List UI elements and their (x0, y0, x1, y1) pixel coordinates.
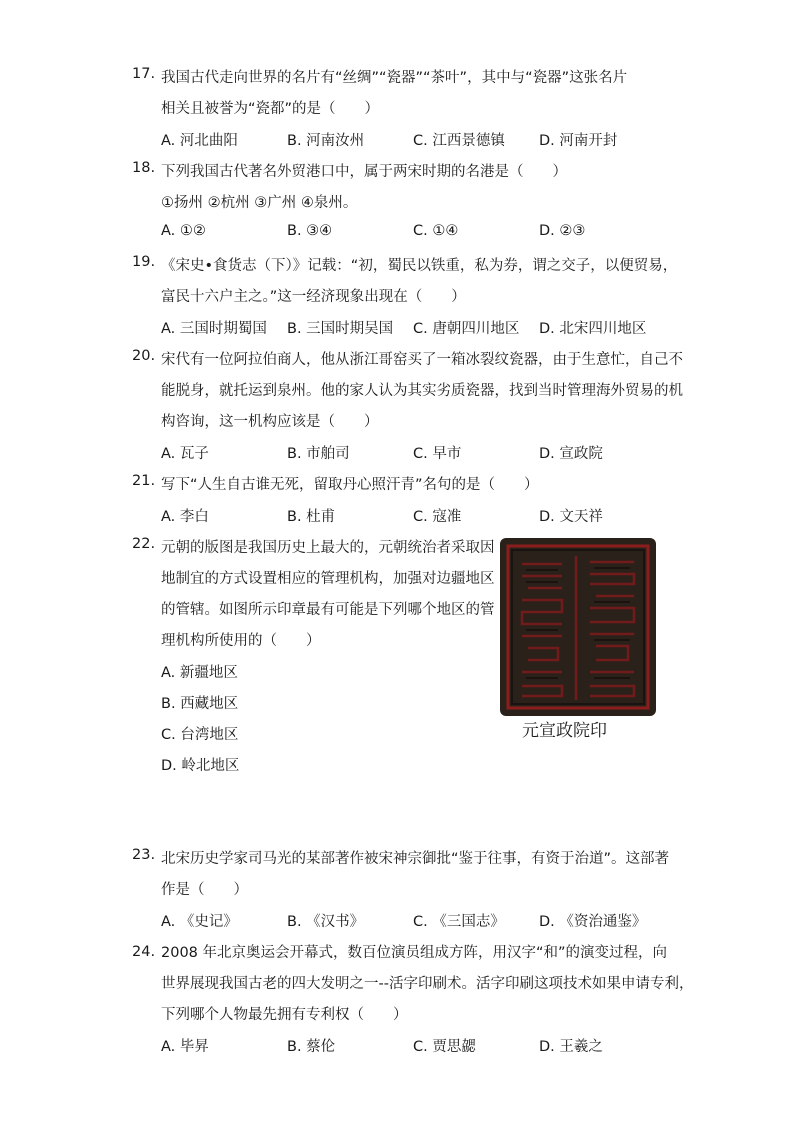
option-a: A. ①② (161, 223, 206, 239)
option-b: B. ③④ (287, 223, 333, 239)
question-text: 相关且被誉为“瓷都”的是（ ） (161, 101, 380, 117)
question-text: 我国古代走向世界的名片有“丝绸”“瓷器”“茶叶”，其中与“瓷器”这张名片 (161, 70, 628, 86)
question-text: 2008 年北京奥运会开幕式，数百位演员组成方阵，用汉字“和”的演变过程，向 (161, 945, 668, 961)
seal-image (498, 536, 658, 718)
question-number: 18. (132, 160, 156, 176)
option-c: C. 早市 (413, 446, 462, 462)
option-a: A. 河北曲阳 (161, 133, 238, 149)
option-c: C. 寇准 (413, 509, 462, 525)
question-text: 写下“人生自古谁无死，留取丹心照汗青”名句的是（ ） (161, 477, 539, 493)
question-number: 21. (132, 473, 156, 489)
option-a: A. 毕昇 (161, 1039, 209, 1055)
question-text: ①扬州 ②杭州 ③广州 ④泉州。 (161, 195, 358, 211)
option-d: D. 河南开封 (539, 133, 618, 149)
option-b: B. 河南汝州 (287, 133, 365, 149)
option-b: B. 西藏地区 (161, 696, 239, 712)
question-text: 北宋历史学家司马光的某部著作被宋神宗御批“鉴于往事，有资于治道”。这部著 (161, 851, 670, 867)
question-text: 宋代有一位阿拉伯商人，他从浙江哥窑买了一箱冰裂纹瓷器，由于生意忙，自己不 (161, 352, 683, 368)
question-number: 20. (132, 348, 156, 364)
option-c: C. 贾思勰 (413, 1039, 476, 1055)
option-a: A. 三国时期蜀国 (161, 321, 267, 337)
question-text: 富民十六户主之。”这一经济现象出现在（ ） (161, 289, 466, 305)
option-c: C. 台湾地区 (161, 727, 239, 743)
question-text: 《宋史•食货志（下）》记载：“初，蜀民以铁重，私为券，谓之交子，以便贸易， (161, 258, 678, 274)
question-text: 理机构所使用的（ ） (161, 633, 321, 649)
option-a: A. 李白 (161, 509, 209, 525)
question-text: 世界展现我国古老的四大发明之一--活字印刷术。活字印刷这项技术如果申请专利， (161, 976, 694, 992)
option-b: B. 杜甫 (287, 509, 336, 525)
option-d: D. 文天祥 (539, 509, 603, 525)
option-d: D. 岭北地区 (161, 758, 240, 774)
question-text: 构咨询，这一机构应该是（ ） (161, 414, 379, 430)
question-text: 地制宜的方式设置相应的管理机构，加强对边疆地区 (161, 571, 495, 587)
option-b: B. 《汉书》 (287, 914, 365, 930)
option-d: D. 北宋四川地区 (539, 321, 647, 337)
question-text: 的管辖。如图所示印章最有可能是下列哪个地区的管 (161, 602, 495, 618)
seal-stamp-icon (498, 536, 658, 718)
option-a: A. 瓦子 (161, 446, 209, 462)
option-c: C. 唐朝四川地区 (413, 321, 520, 337)
option-c: C. 《三国志》 (413, 914, 505, 930)
option-d: D. 王羲之 (539, 1039, 603, 1055)
question-number: 23. (132, 847, 156, 863)
question-number: 17. (132, 66, 156, 82)
question-number: 24. (132, 944, 156, 960)
option-d: D. 《资治通鉴》 (539, 914, 647, 930)
option-a: A. 新疆地区 (161, 665, 238, 681)
question-number: 22. (132, 536, 156, 552)
option-a: A. 《史记》 (161, 914, 238, 930)
figure-caption: 元宣政院印 (522, 721, 607, 741)
option-b: B. 三国时期吴国 (287, 321, 394, 337)
option-b: B. 市舶司 (287, 446, 350, 462)
option-d: D. ②③ (539, 223, 586, 239)
option-b: B. 蔡伦 (287, 1039, 336, 1055)
option-d: D. 宣政院 (539, 446, 603, 462)
question-text: 下列哪个人物最先拥有专利权（ ） (161, 1007, 408, 1023)
question-text: 作是（ ） (161, 882, 248, 898)
option-c: C. ①④ (413, 223, 459, 239)
question-text: 下列我国古代著名外贸港口中，属于两宋时期的名港是（ ） (161, 164, 567, 180)
question-number: 19. (132, 254, 156, 270)
question-text: 能脱身，就托运到泉州。他的家人认为其实劣质瓷器，找到当时管理海外贸易的机 (161, 383, 683, 399)
option-c: C. 江西景德镇 (413, 133, 505, 149)
question-text: 元朝的版图是我国历史上最大的，元朝统治者采取因 (161, 540, 495, 556)
